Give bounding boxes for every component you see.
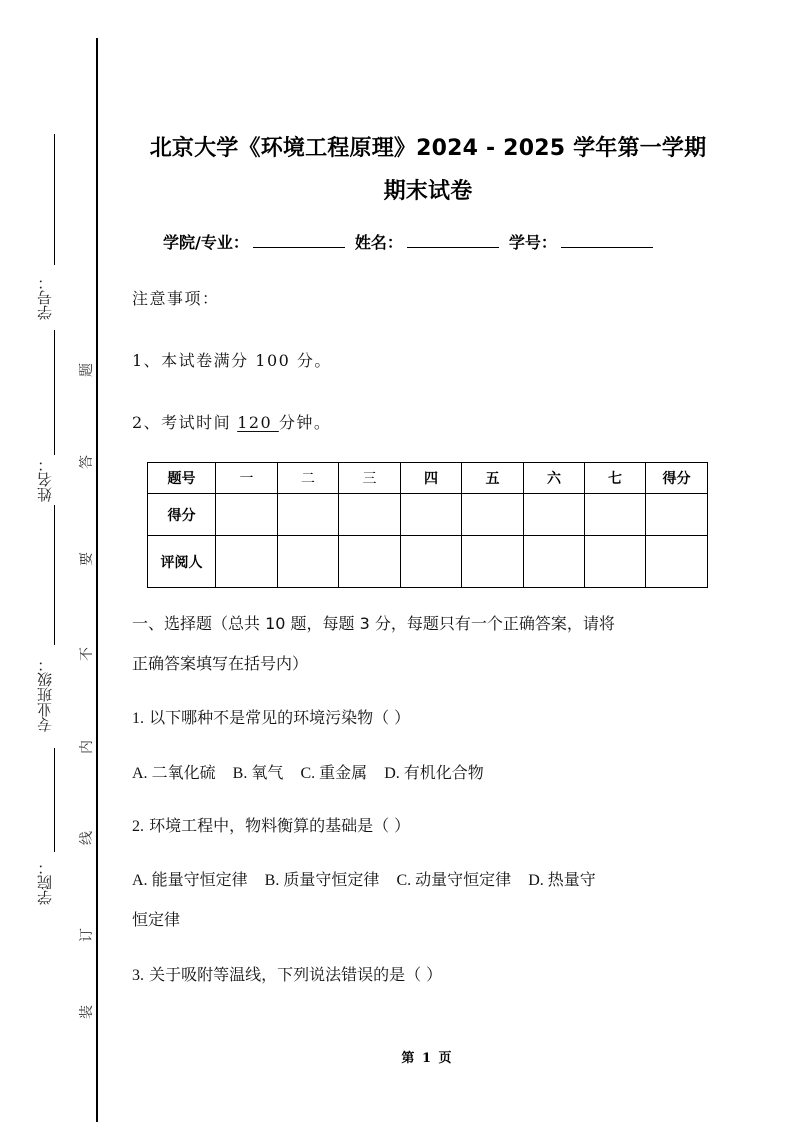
question-2-options-wrap: 恒定律 — [132, 910, 181, 929]
header-cell: 一 — [216, 463, 278, 494]
option-letter: B. — [264, 872, 280, 889]
grader-cell-total[interactable] — [646, 536, 708, 588]
score-table-header-row — [148, 463, 708, 494]
score-cell-total[interactable] — [646, 494, 708, 536]
option-letter: A. — [132, 872, 148, 889]
college-major-field — [163, 230, 345, 253]
binding-line — [96, 38, 98, 1122]
student-id-label: 学号： — [508, 233, 557, 252]
option-text: 氧气 — [251, 763, 284, 782]
score-cell[interactable] — [216, 494, 278, 536]
margin-label-class: 专业班级： — [36, 657, 54, 733]
row-label: 评阅人 — [148, 536, 216, 588]
margin-blank-line-student-id — [54, 134, 55, 265]
score-cell[interactable] — [401, 494, 462, 536]
college-major-label: 学院/专业： — [163, 233, 249, 252]
grader-cell[interactable] — [401, 536, 462, 588]
exam-duration-value: 120 — [237, 413, 279, 432]
grader-cell[interactable] — [585, 536, 646, 588]
question-text: 以下哪种不是常见的环境污染物（ ） — [149, 708, 411, 727]
header-cell: 三 — [339, 463, 401, 494]
question-2-options — [132, 867, 596, 890]
option-text: 重金属 — [319, 763, 368, 782]
student-info-row — [163, 230, 663, 253]
question-3 — [132, 962, 442, 985]
question-text: 关于吸附等温线，下列说法错误的是（ ） — [149, 965, 443, 984]
option-d[interactable] — [528, 870, 596, 889]
margin-blank-line-college — [54, 748, 55, 852]
option-text: 质量守恒定律 — [283, 870, 380, 889]
option-a[interactable] — [132, 870, 248, 889]
margin-blank-line-name — [54, 330, 55, 455]
header-cell: 四 — [401, 463, 462, 494]
score-cell[interactable] — [524, 494, 585, 536]
page-footer — [0, 1047, 793, 1066]
name-field — [355, 230, 499, 253]
college-major-input[interactable] — [253, 231, 345, 248]
seal-char: 线 — [79, 831, 95, 845]
grader-cell[interactable] — [524, 536, 585, 588]
question-number: 3. — [132, 967, 144, 984]
student-id-field — [509, 230, 653, 253]
note-item-1: 1、本试卷满分 100 分。 — [132, 351, 332, 370]
header-cell: 题号 — [148, 463, 216, 494]
option-letter: A. — [132, 765, 148, 782]
question-number: 1. — [132, 710, 144, 727]
margin-blank-line-class — [54, 505, 55, 645]
score-cell[interactable] — [462, 494, 524, 536]
option-text: 能量守恒定律 — [151, 870, 248, 889]
option-letter: B. — [232, 765, 248, 782]
question-text: 环境工程中，物料衡算的基础是（ ） — [149, 816, 411, 835]
margin-label-name: 姓名： — [36, 457, 54, 503]
margin-label-college: 学院： — [36, 860, 54, 906]
section-heading-line2: 正确答案填写在括号内） — [132, 654, 309, 673]
option-letter: C. — [300, 765, 316, 782]
header-cell: 得分 — [646, 463, 708, 494]
grader-cell[interactable] — [339, 536, 401, 588]
option-b[interactable] — [265, 870, 380, 889]
header-cell: 六 — [524, 463, 585, 494]
option-text: 二氧化硫 — [151, 763, 216, 782]
header-cell: 七 — [585, 463, 646, 494]
margin-label-student-id: 学号： — [36, 275, 54, 321]
option-c[interactable] — [300, 763, 367, 782]
option-d[interactable] — [384, 763, 484, 782]
seal-char: 装 — [79, 1005, 95, 1019]
note-item-2-prefix: 2、考试时间 — [132, 413, 232, 432]
score-cell[interactable] — [585, 494, 646, 536]
row-label: 得分 — [148, 494, 216, 536]
grader-cell[interactable] — [278, 536, 339, 588]
option-b[interactable] — [233, 763, 284, 782]
option-c[interactable] — [396, 870, 511, 889]
section-heading-line1: 一、选择题（总共 10 题，每题 3 分，每题只有一个正确答案，请将 — [132, 614, 615, 633]
page-prefix: 第 — [401, 1051, 415, 1066]
grader-row — [148, 536, 708, 588]
name-label: 姓名： — [354, 233, 403, 252]
score-cell[interactable] — [278, 494, 339, 536]
header-cell: 二 — [278, 463, 339, 494]
score-table — [147, 462, 708, 588]
note-item-2 — [132, 410, 331, 433]
seal-char: 订 — [79, 928, 95, 942]
exam-subtitle: 期末试卷 — [383, 179, 473, 204]
grader-cell[interactable] — [216, 536, 278, 588]
seal-char: 要 — [79, 552, 95, 566]
question-2 — [132, 813, 410, 836]
page-suffix: 页 — [438, 1051, 452, 1066]
seal-char: 题 — [79, 363, 95, 377]
header-cell: 五 — [462, 463, 524, 494]
notes-heading: 注意事项： — [132, 289, 220, 308]
question-1-options — [132, 760, 496, 783]
note-item-2-suffix: 分钟。 — [278, 413, 332, 432]
score-cell[interactable] — [339, 494, 401, 536]
seal-char: 内 — [79, 740, 95, 754]
exam-title: 北京大学《环境工程原理》2024 - 2025 学年第一学期 — [149, 136, 707, 161]
seal-char: 不 — [79, 647, 95, 661]
option-text: 热量守 — [547, 870, 596, 889]
option-letter: D. — [384, 765, 400, 782]
question-number: 2. — [132, 818, 144, 835]
option-letter: C. — [396, 872, 412, 889]
grader-cell[interactable] — [462, 536, 524, 588]
option-text: 动量守恒定律 — [415, 870, 512, 889]
seal-char: 答 — [79, 455, 95, 469]
student-id-input[interactable] — [561, 231, 653, 248]
name-input[interactable] — [407, 231, 499, 248]
option-letter: D. — [528, 872, 544, 889]
page-number: 1 — [421, 1051, 432, 1066]
option-text: 有机化合物 — [403, 763, 484, 782]
option-a[interactable] — [132, 763, 216, 782]
score-row — [148, 494, 708, 536]
question-1 — [132, 705, 410, 728]
